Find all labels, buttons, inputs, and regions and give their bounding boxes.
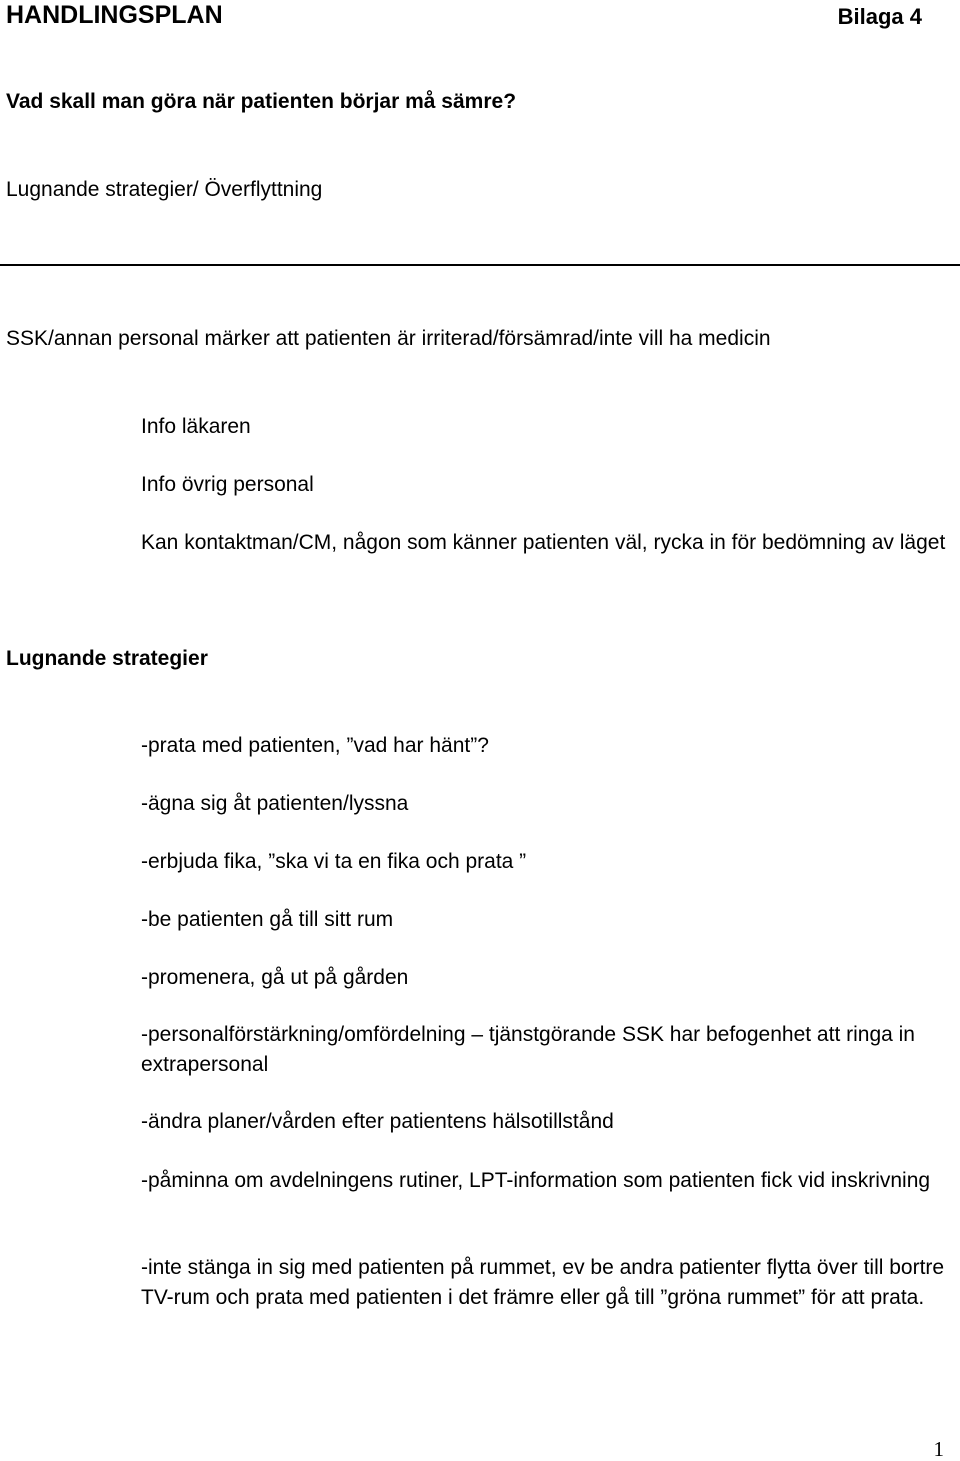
question-heading: Vad skall man göra när patienten börjar må sämre?	[6, 90, 517, 113]
page-number: 1	[933, 1437, 944, 1461]
strategy-item: -promenera, gå ut på gården	[141, 966, 409, 989]
strategy-item: -ändra planer/vården efter patientens hälsotillstånd	[141, 1110, 614, 1133]
strategy-item: -personalförstärkning/omfördelning – tjänstgörande SSK har befogenhet att ringa in extrapersonal	[141, 1023, 915, 1076]
info-item-contact: Kan kontaktman/CM, någon som känner patienten väl, rycka in för bedömning av läget	[141, 531, 946, 554]
info-item-staff: Info övrig personal	[141, 473, 314, 496]
strategy-item: -prata med patienten, ”vad har hänt”?	[141, 734, 489, 757]
appendix-label: Bilaga 4	[837, 4, 922, 29]
strategy-item: -ägna sig åt patienten/lyssna	[141, 792, 409, 815]
strategy-item: -påminna om avdelningens rutiner, LPT-information som patienten fick vid inskrivning	[141, 1169, 931, 1192]
horizontal-divider	[0, 264, 960, 266]
strategy-item: -inte stänga in sig med patienten på rummet, ev be andra patienter flytta över till bortre TV-rum och prata med patienten i det främre eller gå till ”gröna rummet” för att prata.	[141, 1256, 945, 1309]
strategies-heading: Lugnande strategier	[6, 647, 208, 670]
strategy-item: -erbjuda fika, ”ska vi ta en fika och prata ”	[141, 850, 527, 873]
strategy-item: -be patienten gå till sitt rum	[141, 908, 394, 931]
subtitle: Lugnande strategier/ Överflyttning	[6, 178, 323, 201]
intro-text: SSK/annan personal märker att patienten är irriterad/försämrad/inte vill ha medicin	[6, 327, 771, 350]
info-item-doctor: Info läkaren	[141, 415, 251, 438]
document-title: HANDLINGSPLAN	[6, 1, 223, 29]
